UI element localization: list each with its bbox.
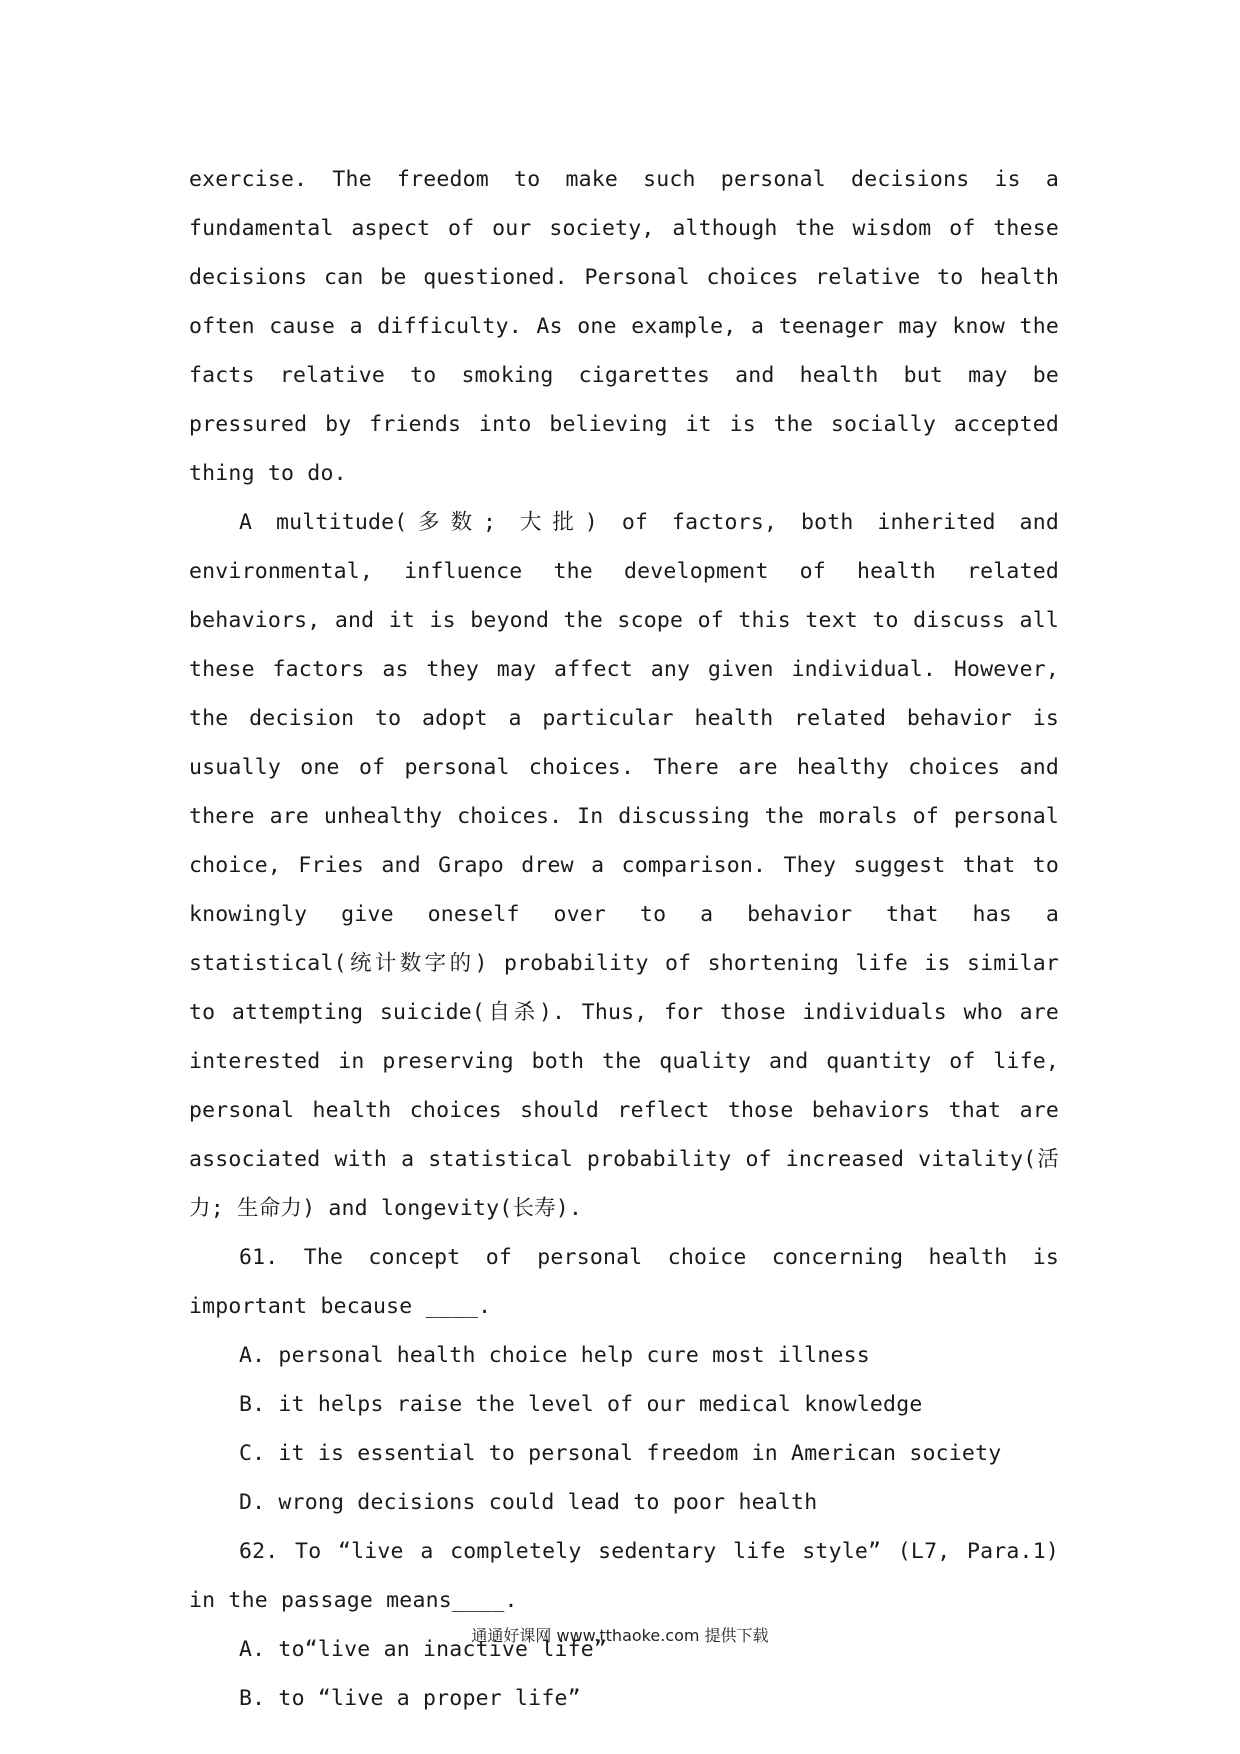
question-61-stem: 61. The concept of personal choice concerning health is important because ____.	[189, 1245, 1059, 1319]
question-61-option-c: C. it is essential to personal freedom in American society	[239, 1441, 1002, 1466]
passage-paragraph-1: exercise. The freedom to make such personal decisions is a fundamental aspect of our society, although the wisdom of these decisions can be questioned. Personal choices relative to health often cause a difficulty. As one example, a teenager may know the facts relative to smoking cigarettes and health but may be pressured by friends into believing it is the socially accepted thing to do.	[189, 167, 1059, 486]
question-62-option-b: B. to “live a proper life”	[239, 1686, 581, 1711]
passage-paragraph-2: A multitude(多数; 大批) of factors, both inherited and environmental, influence the development of health related behaviors, and it is beyond the scope of this text to discuss all these factors as they may affect any given individual. However, the decision to adopt a particular health related behavior is usually one of personal choices. There are healthy choices and there are unhealthy choices. In discussing the morals of personal choice, Fries and Grapo drew a comparison. They suggest that to knowingly give oneself over to a behavior that has a statistical(统计数字的) probability of shortening life is similar to attempting suicide(自杀). Thus, for those individuals who are interested in preserving both the quality and quantity of life, personal health choices should reflect those behaviors that are associated with a statistical probability of increased vitality(活力; 生命力) and longevity(长寿).	[189, 510, 1059, 1221]
question-61	[189, 1233, 1059, 1527]
question-62-option-a: A. to“live an inactive life”	[239, 1637, 608, 1662]
question-62-stem: 62. To “live a completely sedentary life style” (L7, Para.1) in the passage means____.	[189, 1539, 1059, 1613]
document-body	[189, 155, 1059, 1723]
question-61-option-d: D. wrong decisions could lead to poor health	[239, 1490, 818, 1515]
page-footer: 通通好课网 www.tthaoke.com 提供下载	[471, 1626, 769, 1645]
question-61-option-b: B. it helps raise the level of our medical knowledge	[239, 1392, 923, 1417]
question-61-option-a: A. personal health choice help cure most illness	[239, 1343, 870, 1368]
